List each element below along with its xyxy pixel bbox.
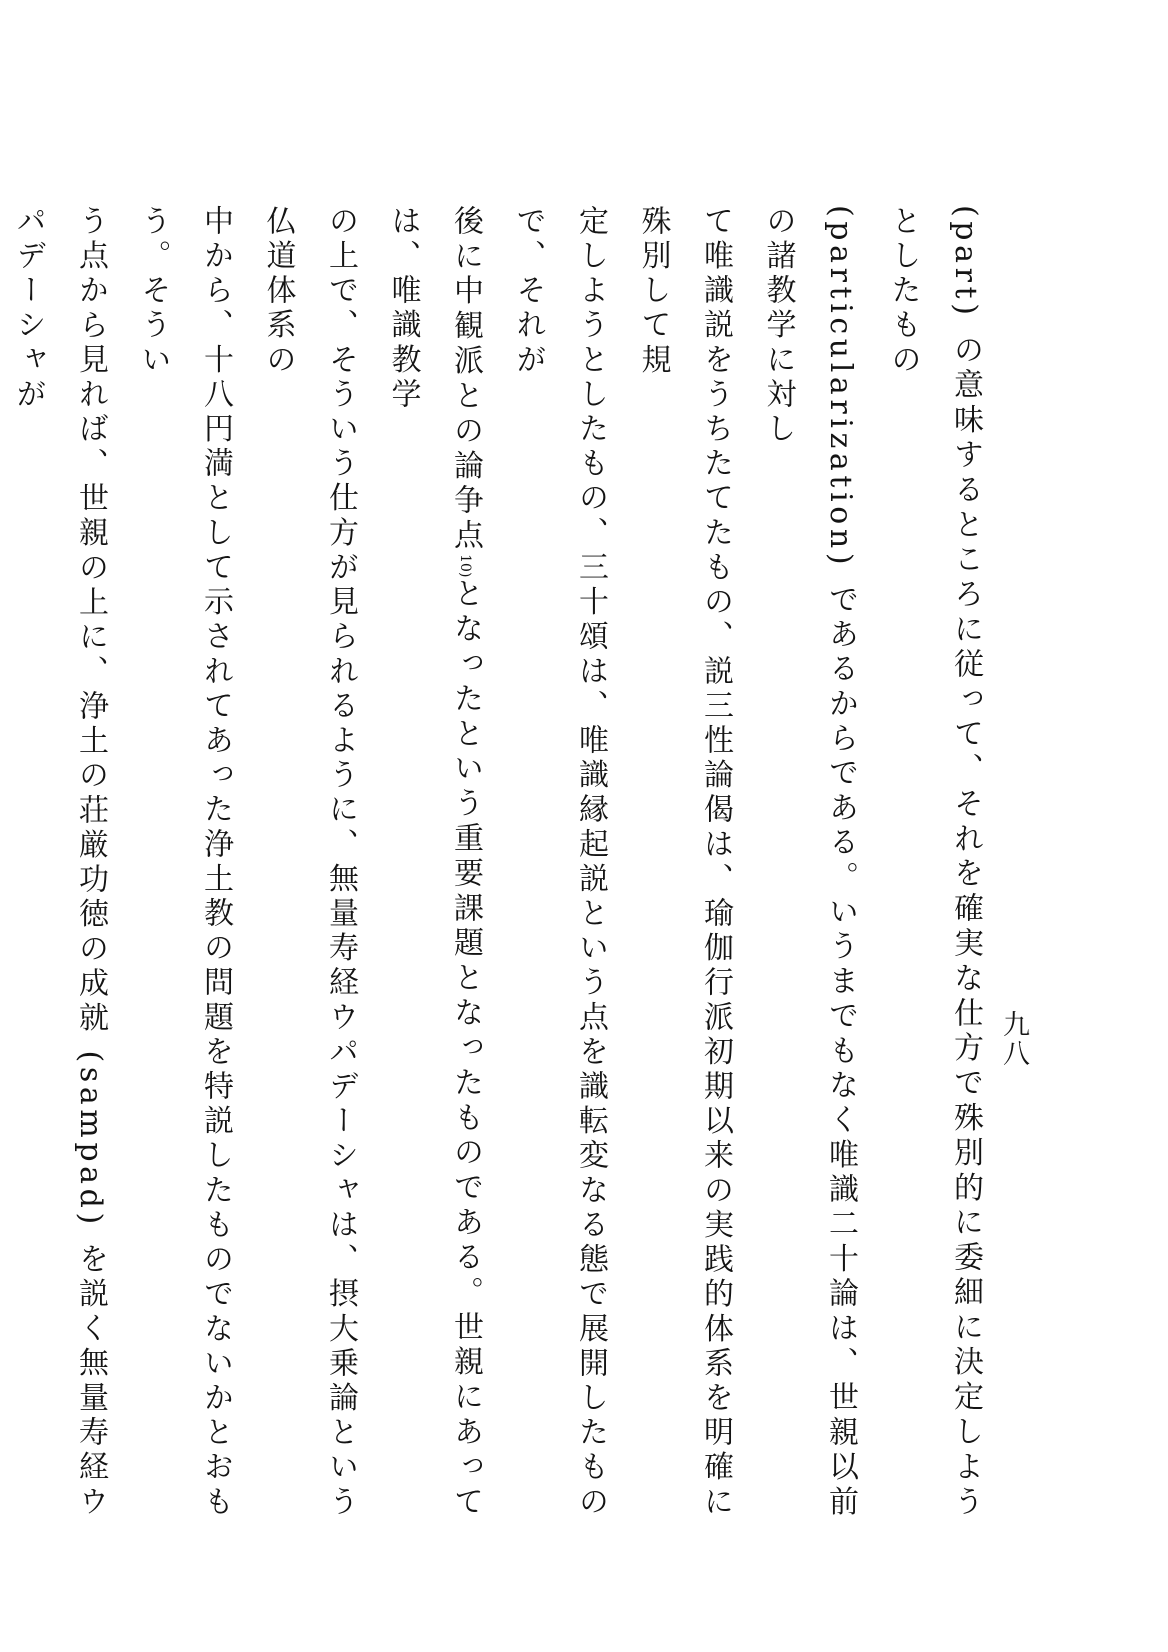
text-line: て唯識説をうちたてたもの、説三性論偈は、瑜伽行派初期以来の実践的体系を明確に殊別して規 xyxy=(635,205,733,1520)
text-segment: となったという重要課題となったものである。世親にあっては、唯識教学 xyxy=(385,205,483,1521)
text-line: (part) の意味するところに従って、それを確実な仕方で殊別的に委細に決定しようとしたもの xyxy=(885,205,983,1520)
text-line: の上で、そういう仕方が見られるように、無量寿経ウパデーシャは、摂大乗論という仏道体系の xyxy=(260,205,358,1520)
text-line: (particularization) であるからである。いうまでもなく唯識二十論は、世親以前の諸教学に対し xyxy=(760,205,858,1520)
text-line: 定しようとしたもの、三十頌は、唯識縁起説という点を識転変なる態で展開したもので、それが xyxy=(510,205,608,1520)
page-number: 九八 xyxy=(998,1010,1029,1068)
footnote-reference: 10) xyxy=(457,554,473,578)
text-segment: 後に中観派との論争点 xyxy=(448,205,483,555)
text-line: う点から見れば、世親の上に、浄土の荘厳功徳の成就 (sampad) を説く無量寿経ウパデーシャが xyxy=(10,205,108,1520)
text-line: 中から、十八円満として示されてあった浄土教の問題を特説したものでないかとおもう。そうい xyxy=(135,205,233,1520)
body-text xyxy=(0,205,996,1520)
text-line xyxy=(371,205,496,1520)
